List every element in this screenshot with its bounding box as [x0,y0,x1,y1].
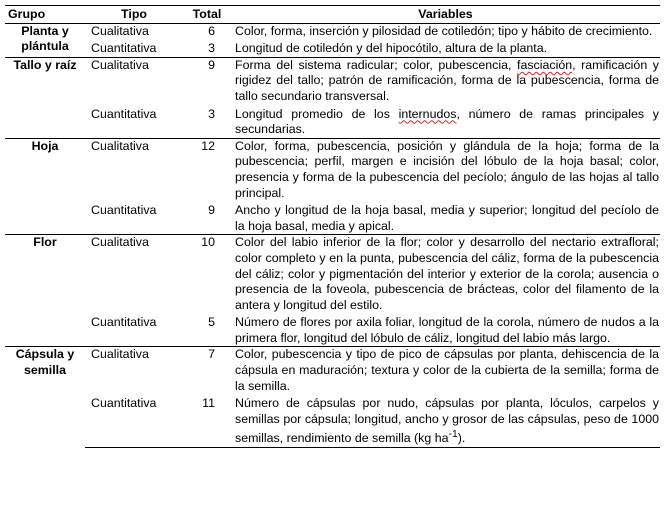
header-tipo: Tipo [85,6,183,24]
header-variables: Variables [231,6,660,24]
variables-cell: Color, forma, inserción y pilosidad de cotiledón; tipo y hábito de crecimiento. [231,23,660,39]
spellcheck-word: internudos [398,106,457,121]
tipo-cell: Cualitativa [85,57,183,104]
total-cell: 12 [183,138,231,201]
variables-text: Número de cápsulas por nudo, cápsulas por planta, lóculos, carpelos y semillas por cápsula; longitud, ancho y grosor de las cápsulas, peso de 1000 semillas, rendimiento de semilla (kg ha [235,396,659,446]
variables-cell: Color del labio inferior de la flor; color y desarrollo del nectario extrafloral; color completo y en la punta, pubescencia del cáliz, forma de la pubescencia del cáliz; color y pigmentación del interior y exterior de la corola; ausencia o presencia de la foveola, pubescencia de brácteas, color del filamento de la antera y longitud del estilo. [231,235,660,313]
variables-cell [231,105,660,139]
total-cell: 3 [208,106,215,121]
table-row [5,201,660,235]
table-row [5,313,660,347]
group-name: Cápsula y semilla [5,347,85,448]
tipo-cell: Cuantitativa [91,41,157,56]
variables-text: Forma del sistema radicular; color, pubescencia, [235,57,517,72]
superscript: -1 [448,429,458,441]
variables-cell: Color, pubescencia y tipo de pico de cápsulas por planta, dehiscencia de la cápsula en maduración; textura y color de la cubierta de la semilla; forma de la semilla. [231,347,660,394]
total-cell: 6 [183,23,231,39]
variables-cell [231,394,660,447]
table-row [5,23,660,39]
tipo-cell: Cualitativa [85,347,183,394]
tipo-cell: Cualitativa [85,23,183,39]
total-cell: 9 [208,203,215,218]
variables-text: , número de ramas principales y secundarias. [235,106,659,137]
table-row [5,138,660,201]
group-name: Planta y plántula [5,23,85,57]
total-cell: 9 [183,57,231,104]
tipo-cell: Cuantitativa [85,394,183,447]
variables-text: ). [457,431,466,446]
variables-text: Longitud promedio de los [235,106,399,121]
variables-cell: Número de flores por axila foliar, longitud de la corola, número de nudos a la primera flor, longitud del lóbulo de cáliz, longitud del labio más largo. [235,315,659,345]
table-row [5,105,660,139]
spellcheck-word: fasciación [517,57,573,72]
total-cell: 11 [183,394,231,447]
variables-cell: Color, forma, pubescencia, posición y glándula de la hoja; forma de la pubescencia; perfil, margen e incisión del lóbulo de la hoja basal; color, presencia y forma de la pubescencia del pecíolo; ángulo de las hojas al tallo principal. [231,138,660,201]
variables-cell [231,57,660,104]
variables-table [5,5,660,448]
total-cell: 10 [183,235,231,313]
group-name: Tallo y raíz [5,57,85,138]
total-cell: 3 [208,41,215,56]
header-row [5,6,660,24]
tipo-cell: Cuantitativa [91,106,157,121]
group-name: Flor [5,235,85,347]
table-row [5,57,660,104]
tipo-cell: Cualitativa [85,235,183,313]
table-row [5,235,660,313]
tipo-cell: Cualitativa [85,138,183,201]
variables-cell: Ancho y longitud de la hoja basal, media y superior; longitud del pecíolo de la hoja basal, media y apical. [235,203,659,233]
variables-cell: Longitud de cotiledón y del hipocótilo, altura de la planta. [235,41,548,56]
table-row [5,394,660,447]
header-total: Total [183,6,231,24]
table-row [5,347,660,394]
tipo-cell: Cuantitativa [91,203,157,218]
group-name: Hoja [5,138,85,235]
header-grupo: Grupo [5,6,85,24]
total-cell: 5 [208,315,215,330]
table-row [5,39,660,57]
total-cell: 7 [183,347,231,394]
tipo-cell: Cuantitativa [91,315,157,330]
variables-text: , ramificación y rigidez del tallo; patrón de ramificación, forma de la pubescencia, forma de tallo secundario transversal. [235,57,659,103]
